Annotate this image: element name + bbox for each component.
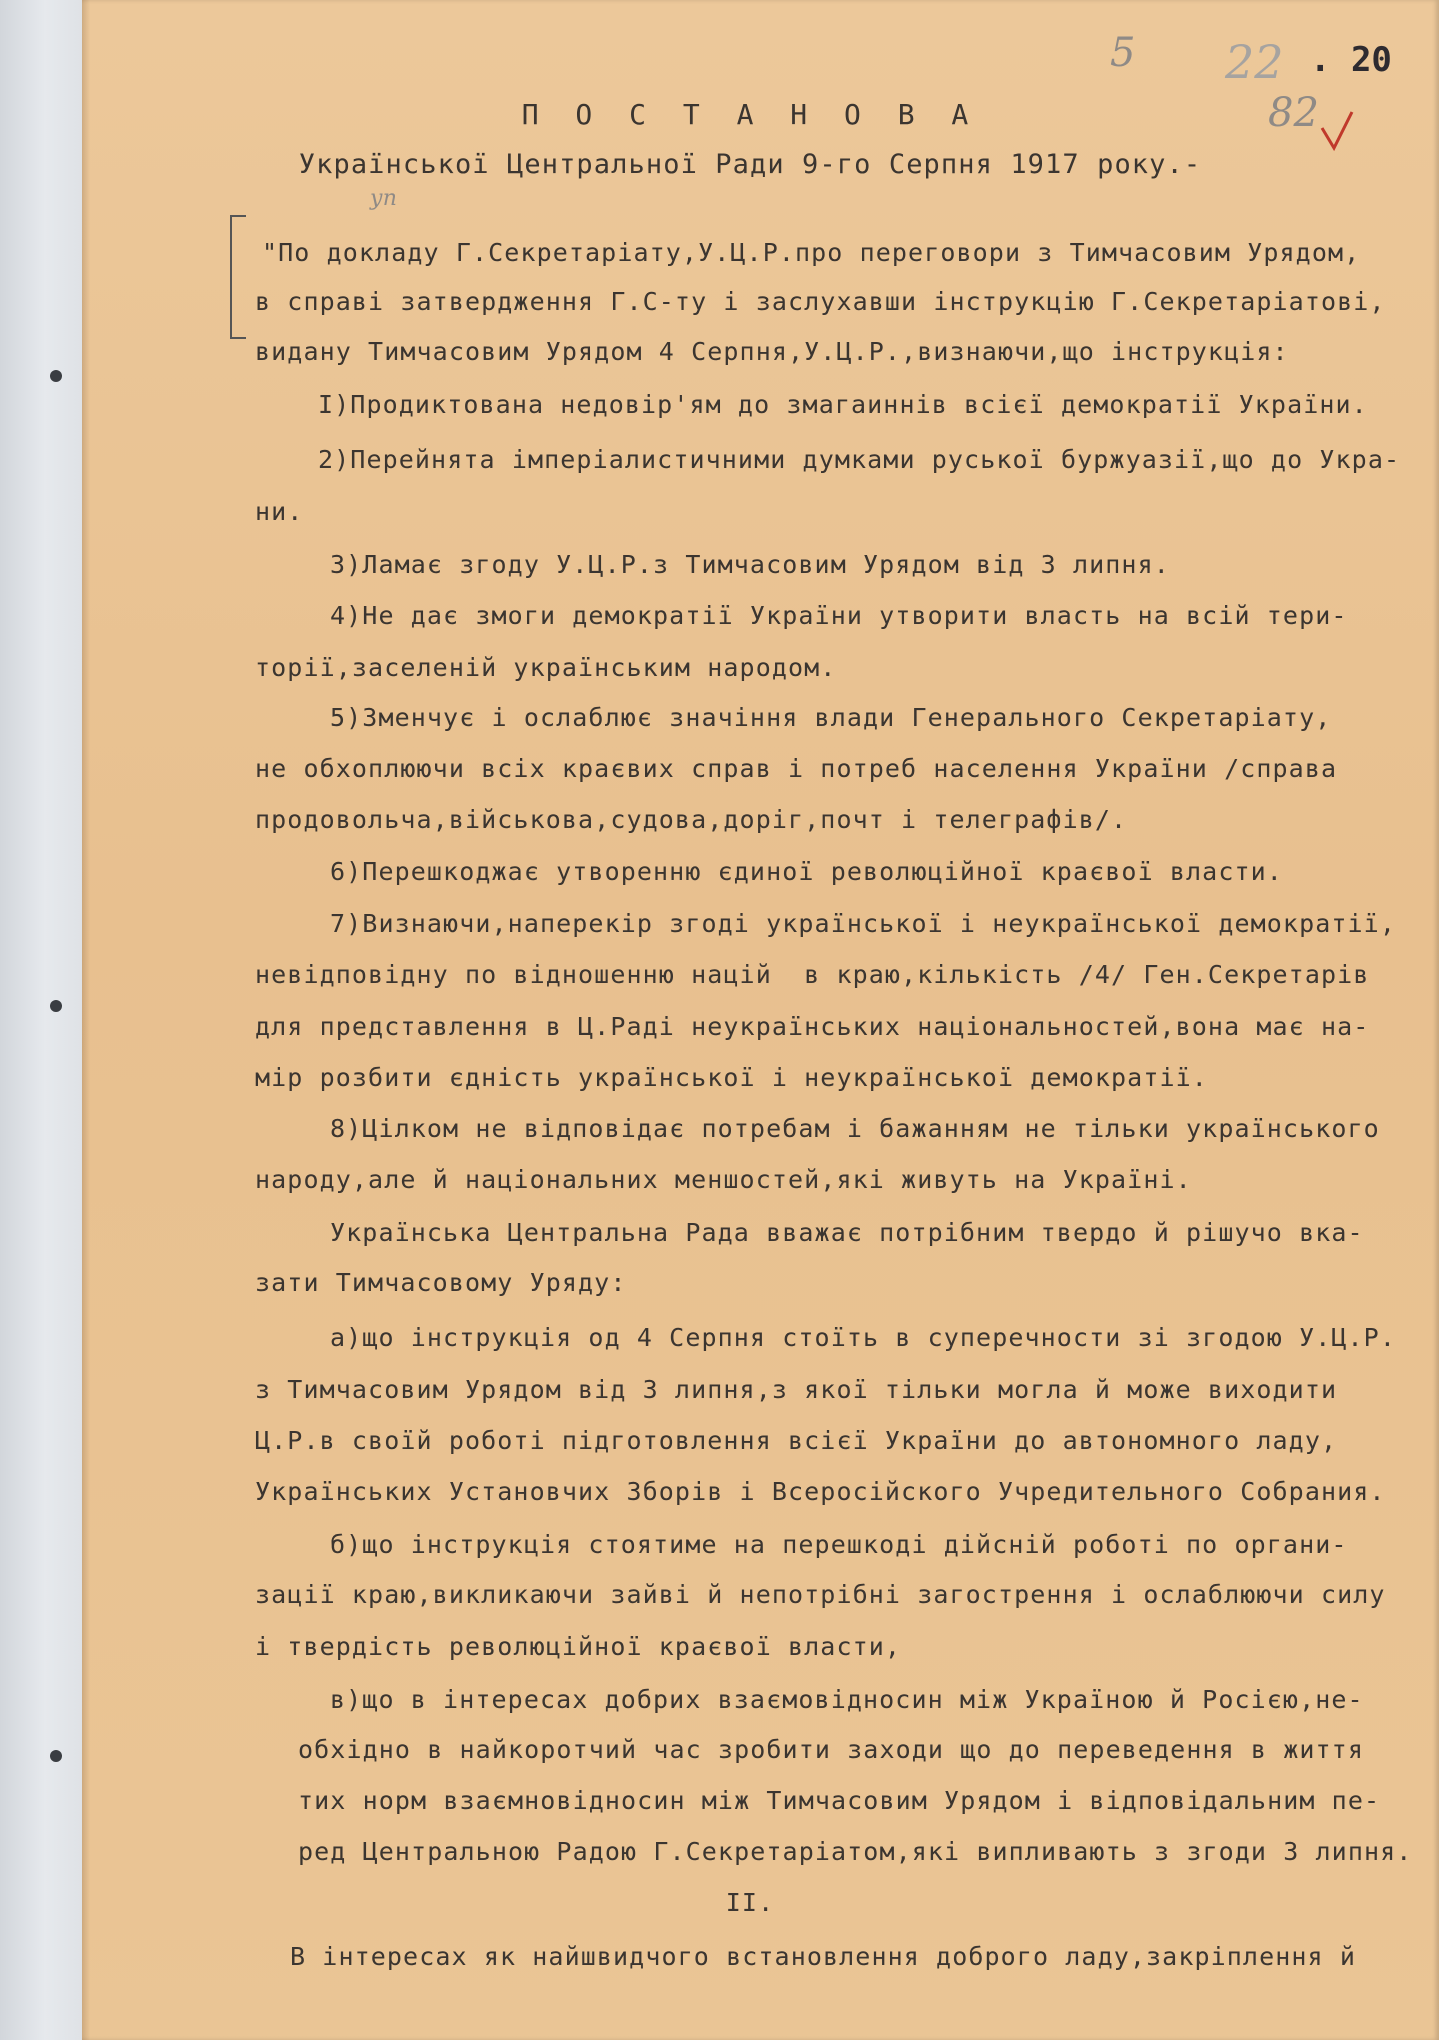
- paragraph-line: 7)Визнаючи,наперекір згоді української і неукраїнської демократії,: [330, 909, 1396, 938]
- margin-note: уп: [370, 186, 397, 211]
- paragraph-line: Українська Центральна Рада вважає потрібним твердо й рішучо вка-: [330, 1218, 1364, 1247]
- paragraph-line: народу,але й національних меншостей,які живуть на Україні.: [255, 1165, 1192, 1194]
- paragraph-line: 5)Зменчує і ослаблює значіння влади Генерального Секретаріату,: [330, 703, 1332, 732]
- paragraph-line: і твердість революційної краєвої власти,: [255, 1632, 902, 1661]
- paragraph-line: а)що інструкція од 4 Серпня стоїть в суперечности зі згодою У.Ц.Р.: [330, 1323, 1396, 1352]
- paragraph-line: зації краю,викликаючи зайві й непотрібні загострення і ослаблюючи силу: [255, 1580, 1386, 1609]
- paragraph-line: в справі затвердження Г.С-ту і заслухавши інструкцію Г.Секретаріатові,: [255, 287, 1386, 316]
- section-number: II.: [725, 1888, 775, 1917]
- paragraph-line: 3)Ламає згоду У.Ц.Р.з Тимчасовим Урядом від 3 липня.: [330, 550, 1170, 579]
- paragraph-line: I)Продиктована недовір'ям до змагаиннів всієї демократії України.: [318, 390, 1368, 419]
- binding-strip: [0, 0, 82, 2040]
- paragraph-line: мір розбити єдність української і неукраїнської демократії.: [255, 1063, 1208, 1092]
- paragraph-line: Українських Установчих Зборів і Всеросійского Учредительного Собрания.: [255, 1477, 1386, 1506]
- punch-hole: [50, 370, 62, 382]
- paragraph-line: "По докладу Г.Секретаріату,У.Ц.Р.про переговори з Тимчасовим Урядом,: [262, 238, 1361, 267]
- pencil-number: 5: [1110, 30, 1136, 76]
- paragraph-line: Ц.Р.в своїй роботі підготовлення всієї України до автономного ладу,: [255, 1426, 1338, 1455]
- paragraph-line: продовольча,військова,судова,доріг,почт і телеграфів/.: [255, 805, 1128, 834]
- paragraph-line: 2)Перейнята імперіалистичними думками руської буржуазії,що до Укра-: [318, 445, 1401, 474]
- paragraph-line: тих норм взаємновідносин між Тимчасовим Урядом і відповідальним пе-: [298, 1786, 1381, 1815]
- archive-number: 82: [1268, 90, 1319, 136]
- paragraph-line: невідповідну по відношенню націй в краю,кількість /4/ Ген.Секретарів: [255, 960, 1370, 989]
- punch-hole: [50, 1750, 62, 1762]
- page-number: . 20: [1310, 40, 1392, 80]
- paragraph-line: не обхоплюючи всіх краєвих справ і потреб населення України /справа: [255, 754, 1338, 783]
- paragraph-line: зати Тимчасовому Уряду:: [255, 1268, 627, 1297]
- paragraph-line: 8)Цілком не відповідає потребам і бажанням не тільки українського: [330, 1114, 1380, 1143]
- pencil-bracket: [230, 215, 246, 339]
- paragraph-line: В інтересах як найшвидчого встановлення доброго ладу,закріплення й: [290, 1942, 1356, 1971]
- document-title: П О С Т А Н О В А: [521, 98, 979, 131]
- pencil-number-struck: 22: [1225, 35, 1284, 89]
- punch-hole: [50, 1000, 62, 1012]
- page-number-value: 20: [1350, 40, 1392, 80]
- paragraph-line: видану Тимчасовим Урядом 4 Серпня,У.Ц.Р.,визнаючи,що інструкція:: [255, 337, 1289, 366]
- paragraph-line: обхідно в найкоротчий час зробити заходи що до переведення в життя: [298, 1735, 1364, 1764]
- paragraph-line: ни.: [255, 497, 304, 526]
- paragraph-line: для представлення в Ц.Раді неукраїнських національностей,вона має на-: [255, 1012, 1370, 1041]
- paragraph-line: б)що інструкція стоятиме на перешкоді дійсній роботі по органи-: [330, 1530, 1348, 1559]
- paragraph-line: торії,заселеній українським народом.: [255, 653, 837, 682]
- paragraph-line: ред Центральною Радою Г.Секретаріатом,які випливають з згоди 3 липня.: [298, 1837, 1413, 1866]
- document-subtitle: Української Центральної Ради 9-го Серпня 1917 року.-: [298, 149, 1202, 180]
- sheet-edge-shadow: [82, 0, 90, 2040]
- paragraph-line: в)що в інтересах добрих взаємовідносин між Україною й Росією,не-: [330, 1685, 1364, 1714]
- paragraph-line: 6)Перешкоджає утворенню єдиної революційної краєвої власти.: [330, 857, 1283, 886]
- paragraph-line: 4)Не дає змоги демократії України утворити власть на всій тери-: [330, 601, 1348, 630]
- paragraph-line: з Тимчасовим Урядом від 3 липня,з якої тільки могла й може виходити: [255, 1375, 1338, 1404]
